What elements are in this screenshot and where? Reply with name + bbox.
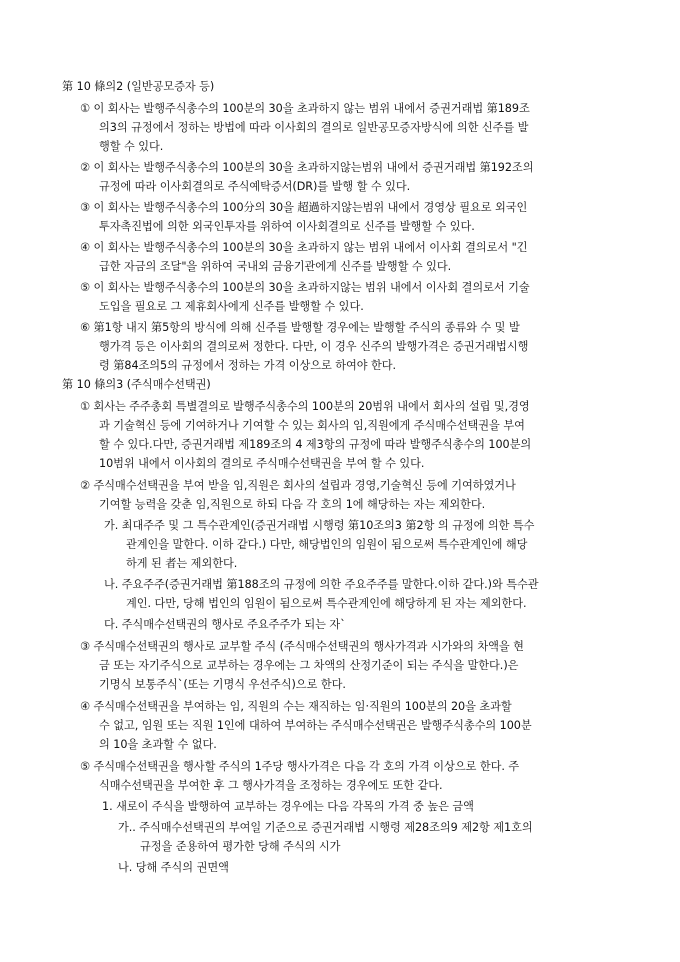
sub-item-line: 가.. 주식매수선택권의 부여일 기준으로 증권거래법 시행령 제28조의9 제2항 제1호의	[118, 821, 533, 834]
sub-item-line: 다. 주식매수선택권의 행사로 주요주주가 되는 자`	[104, 618, 346, 631]
paragraph-line: 급한 자금의 조달"을 위하여 국내외 금융기관에게 신주를 발행할 수 있다.	[99, 260, 452, 273]
sub-item-line: 하게 된 者는 제외한다.	[126, 557, 238, 570]
sub-item-line: 나. 주요주주(증권거래법 第188조의 규정에 의한 주요주주를 말한다.이하 같다.)와 특수관	[104, 578, 539, 591]
paragraph-line: 금 또는 자기주식으로 교부하는 경우에는 그 차액의 산정기준이 되는 주식을 말한다.)은	[99, 659, 519, 672]
sub-item-line: 규정을 준용하여 평가한 당해 주식의 시가	[140, 840, 341, 853]
article-heading: 第 10 條의3 (주식매수선택권)	[62, 378, 211, 391]
paragraph-line: 도입을 필요로 그 제휴회사에게 신주를 발행할 수 있다.	[99, 300, 364, 313]
sub-item-line: 관계인을 말한다. 이하 같다.) 다만, 해당법인의 임원이 됨으로써 특수관계인에 해당	[126, 538, 528, 551]
paragraph-line: 규정에 따라 이사회결의로 주식예탁증서(DR)를 발행 할 수 있다.	[99, 180, 411, 193]
sub-item-line: 나. 당해 주식의 권면액	[118, 861, 229, 874]
sub-item-line: 계인. 다만, 당해 법인의 임원이 됨으로써 특수관계인에 해당하게 된 자는 제외한다.	[126, 597, 527, 610]
paragraph-line: ⑤ 이 회사는 발행주식총수의 100분의 30을 초과하지않는 범위 내에서 이사회 결의로서 기술	[80, 281, 530, 294]
paragraph-line: 수 없고, 임원 또는 직원 1인에 대하여 부여하는 주식매수선택권은 발행주식총수의 100분	[99, 719, 532, 732]
article-heading: 第 10 條의2 (일반공모증자 등)	[62, 80, 215, 93]
paragraph-line: 10범위 내에서 이사회의 결의로 주식매수선택권을 부여 할 수 있다.	[99, 457, 425, 470]
paragraph-line: 할 수 있다.다만, 증권거래법 제189조의 4 제3항의 규정에 따라 발행주식총수의 100분의	[99, 438, 532, 451]
numbered-item-line: 1. 새로이 주식을 발행하여 교부하는 경우에는 다음 각목의 가격 중 높은 금액	[102, 800, 474, 813]
paragraph-line: ② 주식매수선택권을 부여 받을 임,직원은 회사의 설립과 경영,기술혁신 등에 기여하였거나	[80, 479, 516, 492]
paragraph-line: 기명식 보통주식`(또는 기명식 우선주식)으로 한다.	[99, 678, 346, 691]
paragraph-line: 의 10을 초과할 수 없다.	[99, 738, 217, 751]
paragraph-line: ⑤ 주식매수선택권을 행사할 주식의 1주당 행사가격은 다음 각 호의 가격 이상으로 한다. 주	[80, 760, 520, 773]
paragraph-line: 식매수선택권을 부여한 후 그 행사가격을 조정하는 경우에도 또한 같다.	[99, 779, 443, 792]
paragraph-line: ③ 이 회사는 발행주식총수의 100分의 30을 超過하지않는범위 내에서 경영상 필요로 외국인	[80, 201, 528, 214]
paragraph-line: 과 기술혁신 등에 기여하거나 기여할 수 있는 회사의 임,직원에게 주식매수선택권을 부여	[99, 419, 525, 432]
paragraph-line: ④ 주식매수선택권을 부여하는 임, 직원의 수는 재직하는 임·직원의 100분의 20을 초과할	[80, 700, 512, 713]
paragraph-line: ④ 이 회사는 발행주식총수의 100분의 30을 초과하지 않는 범위 내에서 이사회 결의로서 "긴	[80, 241, 528, 254]
paragraph-line: ② 이 회사는 발행주식총수의 100분의 30을 초과하지않는범위 내에서 증권거래법 第192조의	[80, 161, 534, 174]
paragraph-line: 행가격 등은 이사회의 결의로써 정한다. 다만, 이 경우 신주의 발행가격은 증권거래법시행	[99, 340, 529, 353]
paragraph-line: ① 회사는 주주총회 특별결의로 발행주식총수의 100분의 20범위 내에서 회사의 설립 및,경영	[80, 400, 530, 413]
paragraph-line: ⑥ 第1항 내지 第5항의 방식에 의해 신주를 발행할 경우에는 발행할 주식의 종류와 수 및 발	[80, 321, 520, 334]
paragraph-line: 행할 수 있다.	[99, 140, 164, 153]
sub-item-line: 가. 최대주주 및 그 특수관계인(증권거래법 시행령 第10조의3 第2항 의 규정에 의한 특수	[104, 519, 535, 532]
paragraph-line: 령 第84조의5의 규정에서 정하는 가격 이상으로 하여야 한다.	[99, 359, 397, 372]
paragraph-line: 투자촉진법에 의한 외국인투자를 위하여 이사회결의로 신주를 발행할 수 있다.	[99, 220, 475, 233]
paragraph-line: ① 이 회사는 발행주식총수의 100분의 30을 초과하지 않는 범위 내에서 증권거래법 第189조	[80, 102, 530, 115]
paragraph-line: ③ 주식매수선택권의 행사로 교부할 주식 (주식매수선택권의 행사가격과 시가와의 차액을 현	[80, 640, 524, 653]
paragraph-line: 의3의 규정에서 정하는 방법에 따라 이사회의 결의로 일반공모증자방식에 의한 신주를 발	[99, 121, 529, 134]
paragraph-line: 기여할 능력을 갖춘 임,직원으로 하되 다음 각 호의 1에 해당하는 자는 제외한다.	[99, 498, 486, 511]
